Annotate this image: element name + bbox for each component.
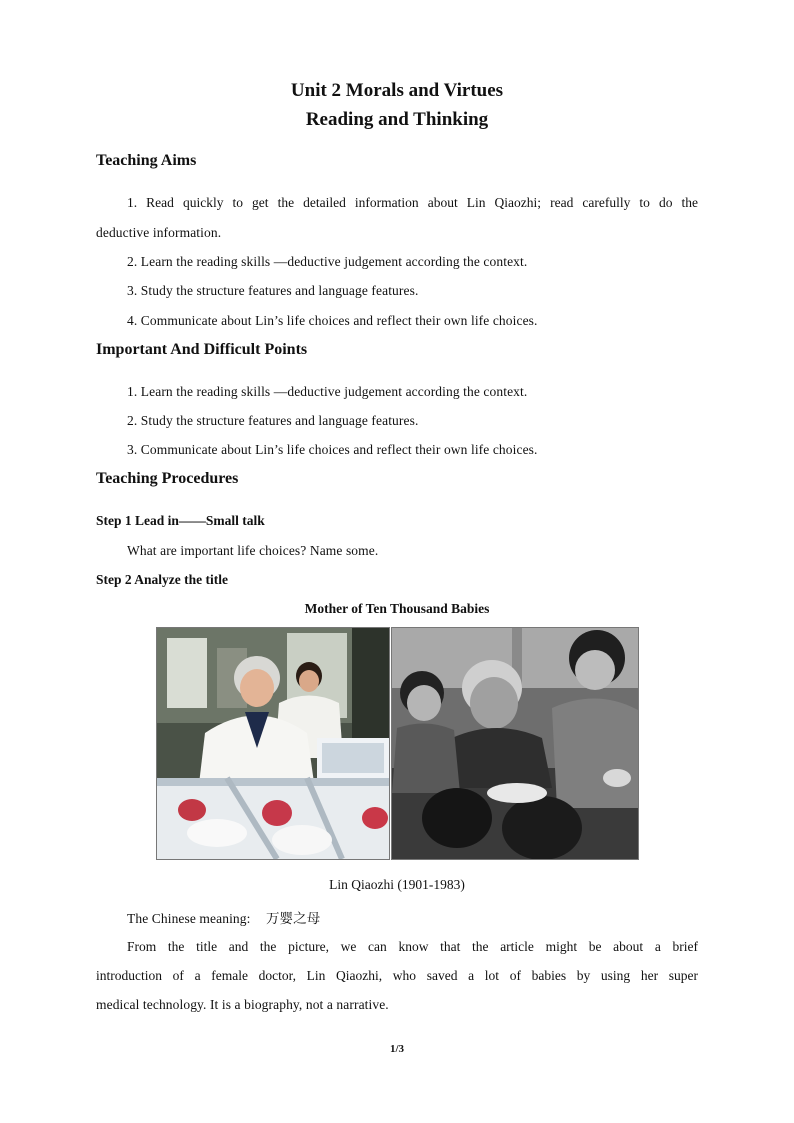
document-title: Unit 2 Morals and Virtues [290,80,504,101]
photo-with-children [391,627,639,860]
aim-1-line-1: 1. Read quickly to get the detailed information about Lin Qiaozhi; read carefully to do the [127,195,698,210]
page-number: 1/3 [389,1043,405,1055]
teaching-procedures-heading: Teaching Procedures [96,470,239,487]
paragraph-line-1: From the title and the picture, we can know that the article might be about a brief [127,939,698,954]
photo-doctor-with-newborns [156,627,390,860]
chinese-meaning-text: 万婴之母 [265,911,321,927]
paragraph-line-2: introduction of a female doctor, Lin Qiaozhi, who saved a lot of babies by using her super [96,968,698,983]
aim-3: 3. Study the structure features and language features. [127,283,419,298]
document-subtitle: Reading and Thinking [305,109,489,130]
paragraph-line-3: medical technology. It is a biography, not a narrative. [96,997,389,1012]
aim-1-line-2: deductive information. [96,225,222,240]
aim-2: 2. Learn the reading skills —deductive judgement according the context. [127,254,528,269]
point-3: 3. Communicate about Lin’s life choices and reflect their own life choices. [127,442,538,457]
teaching-aims-heading: Teaching Aims [96,152,197,169]
step-1-title: Step 1 Lead in——Small talk [96,513,265,528]
chinese-meaning-line [127,907,320,927]
chinese-meaning-label: The Chinese meaning: [127,911,251,926]
aim-4: 4. Communicate about Lin’s life choices and reflect their own life choices. [127,313,538,328]
article-title: Mother of Ten Thousand Babies [304,601,490,616]
step-2-title: Step 2 Analyze the title [96,572,228,587]
step-1-text: What are important life choices? Name some. [127,543,379,558]
point-2: 2. Study the structure features and language features. [127,413,419,428]
photo-caption: Lin Qiaozhi (1901-1983) [329,877,465,892]
important-points-heading: Important And Difficult Points [96,341,308,358]
point-1: 1. Learn the reading skills —deductive judgement according the context. [127,384,528,399]
